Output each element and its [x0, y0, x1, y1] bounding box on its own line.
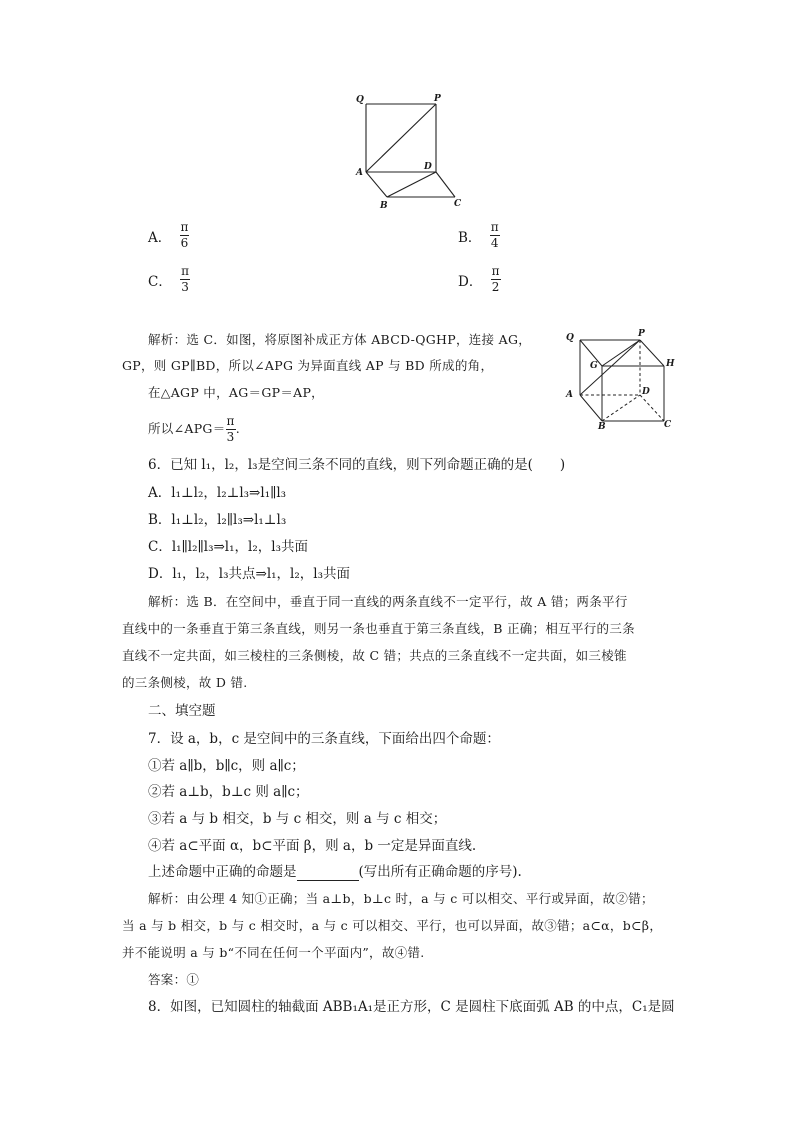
line4-fraction	[226, 414, 236, 445]
label-q: Q	[356, 95, 364, 105]
label-a: A	[356, 168, 363, 178]
option-c	[148, 264, 190, 295]
label-a: A	[566, 390, 573, 400]
q7-question	[148, 863, 522, 881]
denominator: 4	[490, 236, 499, 250]
q5-solution-line-2: GP，则 GP∥BD，所以∠APG 为异面直线 AP 与 BD 所成的角，	[122, 358, 494, 373]
option-b-label: B．	[458, 229, 482, 246]
q6-option-a: A．l₁⊥l₂，l₂⊥l₃⇒l₁∥l₃	[148, 485, 287, 501]
q6-solution-line-1: 解析：选 B．在空间中，垂直于同一直线的两条直线不一定平行，故 A 错；两条平行	[148, 594, 628, 609]
option-a-fraction	[180, 220, 190, 251]
q7-question-suffix: (写出所有正确命题的序号).	[358, 864, 522, 880]
label-b: B	[380, 201, 388, 211]
q7-item-4: ④若 a⊂平面 α，b⊂平面 β，则 a，b 一定是异面直线.	[148, 838, 477, 854]
section-title: 二、填空题	[148, 703, 216, 719]
q7-item-3: ③若 a 与 b 相交，b 与 c 相交，则 a 与 c 相交；	[148, 811, 447, 827]
q8-stem: 8．如图，已知圆柱的轴截面 ABB₁A₁是正方形，C 是圆柱下底面弧 AB 的中点，C₁是圆	[148, 999, 675, 1015]
figure-1	[350, 90, 470, 215]
label-d: D	[642, 387, 650, 397]
label-p: P	[638, 329, 645, 339]
q6-option-b: B．l₁⊥l₂，l₂∥l₃⇒l₁⊥l₃	[148, 512, 287, 528]
q5-solution-line-4	[148, 414, 240, 445]
q7-stem: 7．设 a，b，c 是空间中的三条直线，下面给出四个命题：	[148, 731, 500, 747]
q5-solution-line-3: 在△AGP 中，AG＝GP＝AP，	[148, 385, 324, 400]
label-c: C	[664, 420, 672, 430]
figure-1-svg	[350, 90, 470, 215]
denominator: 6	[180, 236, 189, 250]
q6-stem: 6．已知 l₁，l₂，l₃是空间三条不同的直线，则下列命题正确的是( )	[148, 457, 566, 473]
label-h: H	[666, 359, 675, 369]
line4-prefix: 所以∠APG＝	[148, 421, 226, 436]
q5-solution-line-1: 解析：选 C．如图，将原图补成正方体 ABCD-QGHP，连接 AG，	[148, 332, 532, 347]
label-d: D	[424, 162, 432, 172]
label-g: G	[590, 361, 598, 371]
q6-solution-line-3: 直线不一定共面，如三棱柱的三条侧棱，故 C 错；共点的三条直线不一定共面，如三棱锥	[122, 648, 627, 663]
option-c-fraction	[180, 264, 190, 295]
answer-blank	[297, 866, 359, 881]
denominator: 2	[491, 280, 500, 294]
numerator: π	[226, 414, 235, 428]
q6-solution-line-4: 的三条侧棱，故 D 错.	[122, 675, 248, 690]
q7-solution-line-1: 解析：由公理 4 知①正确；当 a⊥b，b⊥c 时，a 与 c 可以相交、平行或异面，故②错；	[148, 891, 654, 906]
q7-question-prefix: 上述命题中正确的命题是	[148, 864, 297, 880]
line4-suffix: .	[235, 421, 240, 436]
option-d	[458, 264, 501, 295]
numerator: π	[491, 264, 500, 278]
option-d-fraction	[491, 264, 501, 295]
label-p: P	[434, 94, 441, 104]
option-a-label: A．	[148, 229, 172, 246]
q7-item-2: ②若 a⊥b，b⊥c 则 a∥c；	[148, 784, 309, 800]
numerator: π	[181, 264, 190, 278]
q7-solution-line-3: 并不能说明 a 与 b“不同在任何一个平面内”，故④错.	[122, 945, 425, 960]
q7-solution-line-2: 当 a 与 b 相交，b 与 c 相交时，a 与 c 可以相交、平行，也可以异面，故③错；a⊂α，b⊂β，	[122, 918, 663, 933]
q6-option-d: D．l₁，l₂，l₃共点⇒l₁，l₂，l₃共面	[148, 566, 351, 582]
q7-answer: 答案：①	[148, 972, 200, 987]
numerator: π	[180, 220, 189, 234]
option-c-label: C．	[148, 273, 172, 290]
q6-option-c: C．l₁∥l₂∥l₃⇒l₁，l₂，l₃共面	[148, 539, 308, 555]
option-b	[458, 220, 500, 251]
denominator: 3	[181, 280, 189, 294]
label-c: C	[454, 199, 462, 209]
numerator: π	[490, 220, 499, 234]
denominator: 3	[226, 430, 235, 444]
figure-2	[560, 328, 690, 433]
option-b-fraction	[490, 220, 500, 251]
q7-item-1: ①若 a∥b，b∥c，则 a∥c；	[148, 758, 305, 774]
label-b: B	[598, 422, 606, 432]
label-q: Q	[566, 333, 574, 343]
option-a	[148, 220, 189, 251]
q6-solution-line-2: 直线中的一条垂直于第三条直线，则另一条也垂直于第三条直线，B 正确；相互平行的三条	[122, 621, 635, 636]
option-d-label: D．	[458, 273, 483, 290]
figure-2-svg	[560, 328, 690, 433]
